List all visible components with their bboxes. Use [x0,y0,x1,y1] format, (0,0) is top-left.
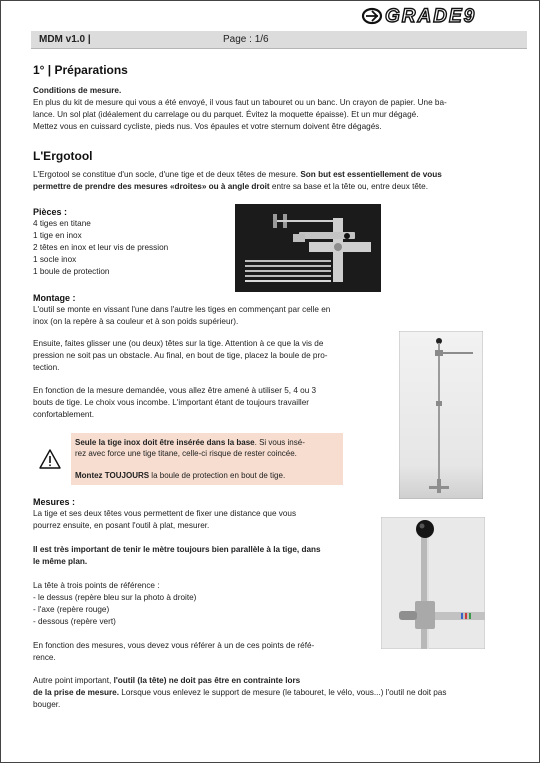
conditions-subtitle: Conditions de mesure. [33,86,122,95]
warning-bold: Seule la tige inox doit être insérée dans la base [75,438,255,447]
warning-rest-2: la boule de protection en bout de tige. [149,471,286,480]
piece-item: 2 têtes en inox et leur vis de pression [33,243,169,252]
header-bar [31,31,527,49]
document-version: MDM v1.0 | [39,34,91,45]
section-title-ergotool: L'Ergotool [33,149,93,163]
montage-p2-line: tection. [33,363,60,372]
mesures-p2-line: En fonction des mesures, vous devez vous référer à un de ces points de réfé- [33,641,315,650]
montage-p1-line: inox (on la repère à sa couleur et à son poids supérieur). [33,317,239,326]
final-line-2 [33,687,446,699]
warning-box [33,433,343,485]
measuring-head-photo [381,517,485,649]
montage-p1-line: L'outil se monte en vissant l'une dans l'autre les tiges en commençant par celle en [33,305,331,314]
piece-item: 1 tige en inox [33,231,82,240]
final-line-3: bouger. [33,700,61,709]
grade9-logo [361,5,531,27]
montage-title: Montage : [33,293,76,303]
montage-p3-line: confortablement. [33,410,94,419]
page-number: Page : 1/6 [223,34,269,45]
montage-p2-line: Ensuite, faites glisser une (ou deux) têtes sur la tige. Attention à ce que la vis de [33,339,324,348]
conditions-line-3: Mettez vous en cuissard cycliste, pieds nus. Vos épaules et votre sternum doivent être dégagés. [33,122,382,131]
pieces-title: Pièces : [33,207,68,217]
intro-bold: Son but est essentiellement de vous [300,170,442,179]
final-text-2: Lorsque vous enlevez le support de mesure (le tabouret, le vélo, vous...) l'outil ne doit pas [119,688,447,697]
logo-icon [361,5,531,27]
warning-icon [39,449,61,469]
intro-bold-2: permettre de prendre des mesures «droites» ou à angle droit [33,182,270,191]
warning-line-3 [75,470,335,481]
mesures-p1-line: La tige et ses deux têtes vous permettent de fixer une distance que vous [33,509,297,518]
montage-p3-line: En fonction de la mesure demandée, vous allez être amené à utiliser 5, 4 ou 3 [33,386,317,395]
assembled-tool-photo [399,331,483,499]
final-text: Autre point important, [33,676,114,685]
intro-line-2 [33,181,428,193]
mesures-title: Mesures : [33,497,76,507]
kit-parts-photo [235,204,381,292]
mesures-p2-line: rence. [33,653,56,662]
montage-p3-line: bouts de tige. Le choix vous incombe. L'important étant de toujours travailler [33,398,310,407]
reference-item: - le dessus (repère bleu sur la photo à droite) [33,593,197,602]
reference-item: - dessous (repère vert) [33,617,116,626]
mesures-bold-line: le même plan. [33,557,88,566]
final-line-1 [33,675,300,687]
intro-text: L'Ergotool se constitue d'un socle, d'une tige et de deux têtes de mesure. [33,170,301,179]
section-title-preparations: 1° | Préparations [33,63,128,77]
final-bold-2: de la prise de mesure. [33,688,120,697]
mesures-bold-line: Il est très important de tenir le mètre toujours bien parallèle à la tige, dans [33,545,321,554]
piece-item: 4 tiges en titane [33,219,91,228]
intro-text-2: entre sa base et la tête ou, entre deux tête. [269,182,429,191]
conditions-line-2: lance. Un sol plat (idéalement du carrelage ou du parquet. Évitez la moquette épaisse). Et un mur dégagé. [33,110,419,119]
reference-item: - l'axe (repère rouge) [33,605,110,614]
warning-bold-2: Montez TOUJOURS [75,471,150,480]
warning-line-1 [75,437,335,448]
piece-item: 1 boule de protection [33,267,110,276]
warning-rest: . Si vous insé- [254,438,305,447]
mesures-p1-line: pourrez ensuite, en posant l'outil à plat, mesurer. [33,521,210,530]
piece-item: 1 socle inox [33,255,77,264]
final-bold: l'outil (la tête) ne doit pas être en contrainte lors [113,676,301,685]
warning-text [75,437,335,481]
svg-text:GRADE9: GRADE9 [385,6,477,27]
montage-p2-line: pression ne soit pas un obstacle. Au final, en bout de tige, placez la boule de pro- [33,351,328,360]
warning-line-2: rez avec force une tige titane, celle-ci risque de rester coincée. [75,449,297,458]
intro-line-1 [33,169,442,181]
reference-intro: La tête à trois points de référence : [33,581,160,590]
conditions-line-1: En plus du kit de mesure qui vous a été envoyé, il vous faut un tabouret ou un banc. Un crayon de papier. Une ba- [33,98,447,107]
